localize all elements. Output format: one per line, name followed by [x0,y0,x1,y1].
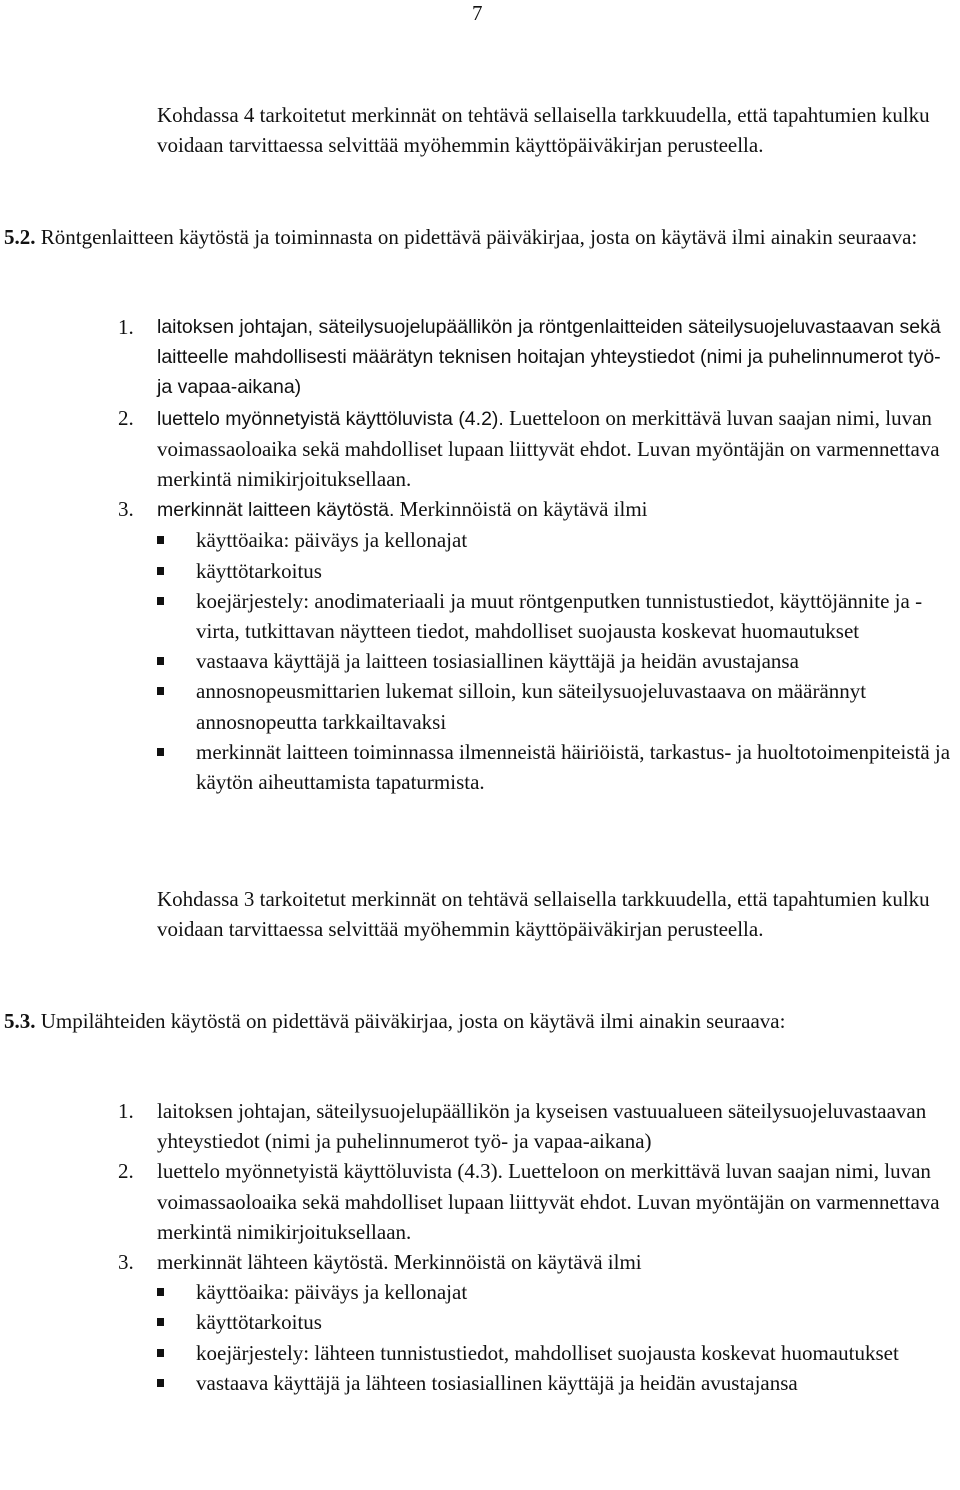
bullet-item [118,676,958,736]
item-number: 1. [118,1099,134,1123]
square-bullet-icon [157,567,164,575]
list-item [118,1156,958,1247]
section-heading-5-3 [4,1006,954,1036]
bullet-text: merkinnät laitteen toiminnassa ilmenneistä häiriöistä, tarkastus- ja huoltotoimenpiteistä ja käytön aiheuttamista tapaturmista. [196,739,951,795]
numbered-list-5-3 [118,1096,958,1398]
bullet-item [118,646,958,676]
paragraph-recordkeeping-intro: Kohdassa 4 tarkoitetut merkinnät on tehtävä sellaisella tarkkuudella, että tapahtumien kulku voidaan tarvittaessa selvittää myöhemmin käyttöpäiväkirjan perusteella. [157,103,930,158]
item-number: 3. [118,497,134,522]
item-text: Luetteloon on merkittävä luvan saajan nimi, luvan voimassaoloaika sekä mahdolliset lupaan liittyvät ehdot. Luvan myöntäjän on varmennettava merkintä nimikirjoituksellaan. [157,405,940,492]
square-bullet-icon [157,1379,164,1387]
list-item [118,312,958,403]
square-bullet-icon [157,687,164,695]
square-bullet-icon [157,597,164,605]
list-item [118,403,958,495]
section-heading-5-2 [4,222,954,252]
bullet-item [118,586,958,646]
square-bullet-icon [157,1318,164,1326]
item-number: 1. [118,315,134,339]
bullet-text: koejärjestely: anodimateriaali ja muut röntgenputken tunnistustiedot, käyttöjännite ja -virta, tutkittavan näytteen tiedot, mahdolliset suojausta koskevat huomautukset [196,588,923,644]
bullet-item [118,525,958,555]
bullet-text: käyttötarkoitus [196,558,322,583]
bullet-item [118,1277,958,1307]
section-number: 5.3. [4,1009,36,1033]
list-item [118,494,958,797]
list-item [118,1247,958,1398]
square-bullet-icon [157,748,164,756]
bullet-text: annosnopeusmittarien lukemat silloin, kun säteilysuojeluvastaava on määrännyt annosnopeutta tarkkailtavaksi [196,679,867,734]
item-text: Merkinnöistä on käytävä ilmi [394,497,648,522]
bullet-item [118,1307,958,1337]
item-text: laitoksen johtajan, säteilysuojelupäällikön ja kyseisen vastuualueen säteilysuojeluvastaavan yhteystiedot (nimi ja puhelinnumerot työ- ja vapaa-aikana) [157,1099,927,1154]
item-text: luettelo myönnetyistä käyttöluvista (4.3). Luetteloon on merkittävä luvan saajan nimi, luvan voimassaoloaika sekä mahdolliset lupaan liittyvät ehdot. Luvan myöntäjän on varmennettava merkintä nimikirjoituksellaan. [157,1159,940,1244]
item-text: laitoksen johtajan, säteilysuojelupäällikön ja röntgenlaitteiden säteilysuojeluvastaavan sekä laitteelle mahdollisesti määrätyn teknisen hoitajan yhteystiedot (nimi ja puhelinnumerot työ- ja vapaa-aikana) [157,316,941,399]
section-text: Röntgenlaitteen käytöstä ja toiminnasta on pidettävä päiväkirjaa, josta on käytävä ilmi ainakin seuraava: [40,225,918,249]
item-lead: merkinnät laitteen käytöstä. [157,499,395,522]
bullet-text: vastaava käyttäjä ja lähteen tosiasiallinen käyttäjä ja heidän avustajansa [196,1370,798,1395]
bullet-item [118,556,958,586]
item-number: 3. [118,1250,134,1275]
item-lead: luettelo myönnetyistä käyttöluvista (4.2). [157,407,504,430]
bullet-text: käyttöaika: päiväys ja kellonajat [196,1280,468,1305]
item-number: 2. [118,405,134,430]
item-text: merkinnät lähteen käytöstä. Merkinnöistä on käytävä ilmi [157,1250,642,1275]
square-bullet-icon [157,536,164,544]
numbered-list-5-2 [118,312,958,797]
bullet-text: koejärjestely: lähteen tunnistustiedot, mahdolliset suojausta koskevat huomautukset [196,1340,899,1365]
list-item [118,1096,958,1156]
section-number: 5.2. [4,225,36,249]
page-number: 7 [472,1,483,25]
bullet-item [118,737,958,797]
bullet-text: käyttöaika: päiväys ja kellonajat [196,528,468,553]
bullet-list [118,525,958,797]
square-bullet-icon [157,1349,164,1357]
item-number: 2. [118,1159,134,1184]
paragraph-recordkeeping-note: Kohdassa 3 tarkoitetut merkinnät on tehtävä sellaisella tarkkuudella, että tapahtumien kulku voidaan tarvittaessa selvittää myöhemmin käyttöpäiväkirjan perusteella. [157,887,930,942]
bullet-list [118,1277,958,1398]
bullet-text: käyttötarkoitus [196,1310,322,1335]
square-bullet-icon [157,1288,164,1296]
bullet-text: vastaava käyttäjä ja laitteen tosiasiallinen käyttäjä ja heidän avustajansa [196,649,799,674]
bullet-item [118,1338,958,1368]
section-text: Umpilähteiden käytöstä on pidettävä päiväkirjaa, josta on käytävä ilmi ainakin seuraava: [40,1009,786,1033]
bullet-item [118,1368,958,1398]
square-bullet-icon [157,657,164,665]
